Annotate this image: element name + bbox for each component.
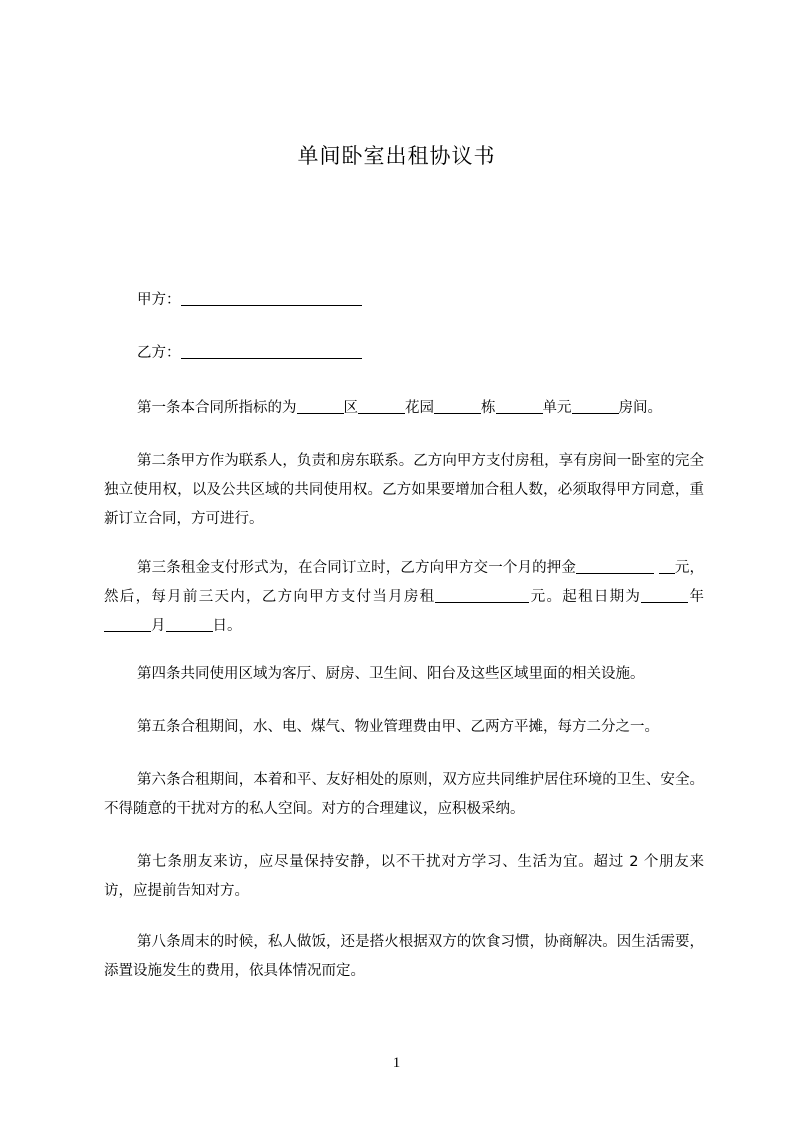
document-title: 单间卧室出租协议书: [297, 144, 496, 168]
article-4: 第四条共同使用区域为客厅、厨房、卫生间、阳台及这些区域里面的相关设施。: [137, 666, 645, 682]
party-b-blank[interactable]: [181, 342, 362, 359]
party-a-line: [104, 286, 704, 315]
article-1-text-d: 栋: [481, 400, 496, 416]
article-1-text-c: 花园: [405, 400, 434, 416]
party-a-blank[interactable]: [181, 289, 362, 306]
party-b-line: [104, 339, 704, 368]
article-2: 第二条甲方作为联系人，负责和房东联系。乙方向甲方支付房租，享有房间一卧室的完全独立使用权，以及公共区域的共同使用权。乙方如果要增加合租人数，必须取得甲方同意，重新订立合同，方可进行。: [104, 453, 704, 527]
article-1-text-f: 房间。: [618, 400, 662, 416]
article-6: 第六条合租期间，本着和平、友好相处的原则，双方应共同维护居住环境的卫生、安全。不得随意的干扰对方的私人空间。对方的合理建议，应积极采纳。: [104, 772, 704, 817]
room-blank[interactable]: [572, 397, 619, 414]
building-blank[interactable]: [434, 397, 481, 414]
article-1-text-b: 区: [343, 400, 358, 416]
article-1-text-a: 第一条本合同所指标的为: [137, 400, 297, 416]
article-3-text-b: 元，然后，每月前三天内，乙方向甲方支付当月房租: [104, 560, 705, 605]
start-year-blank[interactable]: [641, 586, 688, 603]
article-3: [104, 554, 704, 641]
article-3-text-e: 月: [151, 618, 166, 634]
rent-blank[interactable]: [435, 586, 529, 603]
start-day-blank[interactable]: [166, 615, 213, 632]
article-5: 第五条合租期间，水、电、煤气、物业管理费由甲、乙两方平摊，每方二分之一。: [137, 719, 659, 735]
article-3-text-c: 元。起租日期为: [529, 589, 642, 605]
party-a-label: 甲方：: [137, 292, 181, 308]
article-3-text-a: 第三条租金支付形式为，在合同订立时，乙方向甲方交一个月的押金: [137, 560, 576, 576]
page-number: 1: [392, 1055, 401, 1071]
start-month-blank[interactable]: [104, 615, 151, 632]
party-b-label: 乙方：: [137, 345, 181, 361]
article-8: 第八条周末的时候，私人做饭，还是搭火根据双方的饮食习惯，协商解决。因生活需要，添置设施发生的费用，依具体情况而定。: [104, 934, 704, 979]
article-1: [104, 394, 704, 423]
unit-blank[interactable]: [496, 397, 543, 414]
article-1-text-e: 单元: [542, 400, 572, 416]
article-3-text-f: 日。: [212, 618, 242, 634]
deposit-blank-1[interactable]: [576, 557, 654, 574]
district-blank[interactable]: [297, 397, 344, 414]
deposit-blank-2[interactable]: [659, 557, 675, 574]
garden-blank[interactable]: [358, 397, 405, 414]
article-3-text-d: 年: [688, 589, 705, 605]
article-7: 第七条朋友来访，应尽量保持安静，以不干扰对方学习、生活为宜。超过 2 个朋友来访，应提前告知对方。: [104, 854, 704, 899]
